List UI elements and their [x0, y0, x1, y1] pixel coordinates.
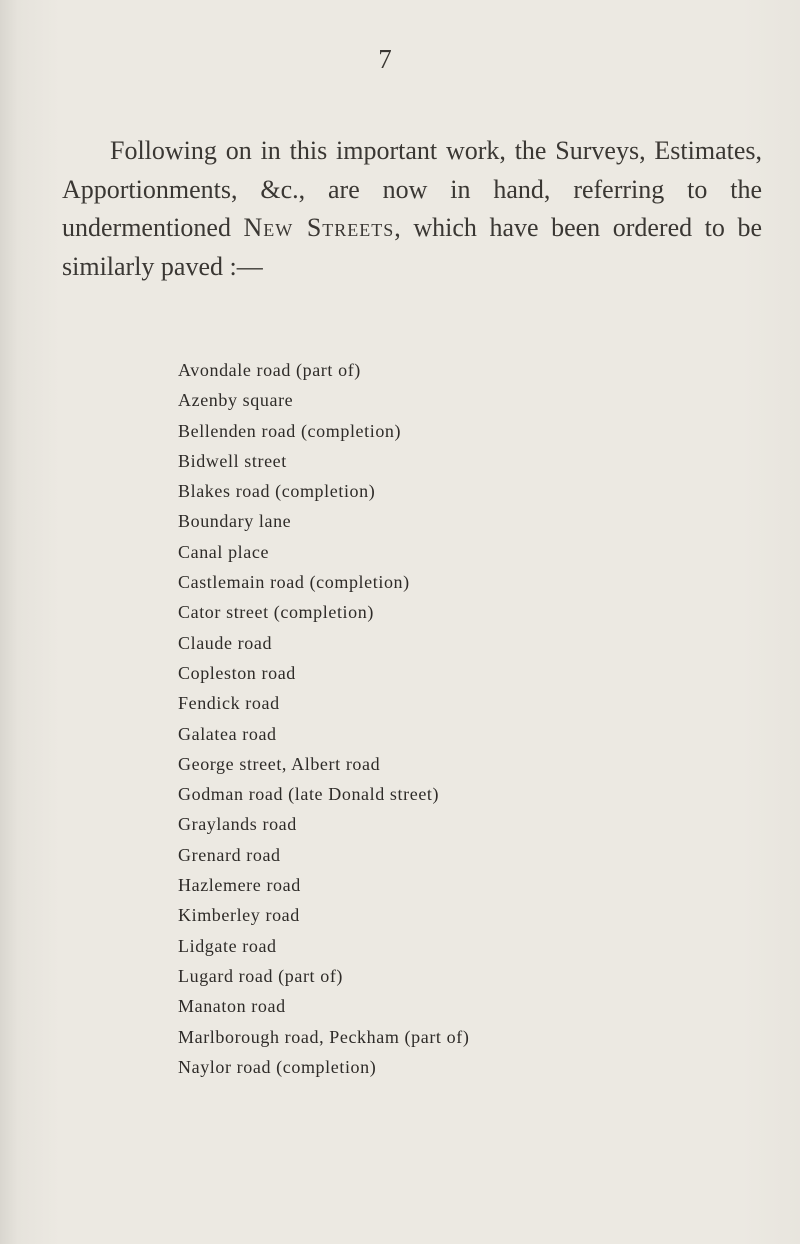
intro-paragraph: [62, 132, 762, 286]
street-item: Kimberley road: [178, 905, 300, 926]
street-item: Fendick road: [178, 693, 280, 714]
street-item: Blakes road (completion): [178, 481, 376, 502]
street-item: Lidgate road: [178, 935, 277, 956]
street-item: Cator street (completion): [178, 602, 374, 623]
street-item: Bidwell street: [178, 450, 287, 471]
intro-text-new-streets: New Streets: [243, 213, 395, 242]
street-item: Galatea road: [178, 723, 277, 744]
intro-text-end: , which have been ordered to be similarly paved :—: [62, 213, 762, 281]
street-list: [178, 355, 469, 1082]
street-item: Graylands road: [178, 814, 297, 835]
street-item: Naylor road (completion): [178, 1056, 377, 1077]
intro-text: [62, 132, 762, 286]
street-item: Grenard road: [178, 844, 281, 865]
intro-text-start: Following on in this important work, the Surveys, Estimates, Apportionments, &c., are now in hand, referring to the undermentioned: [62, 136, 762, 242]
street-item: Avondale road (part of): [178, 360, 361, 380]
street-item: Lugard road (part of): [178, 965, 344, 986]
street-item: Azenby square: [178, 390, 294, 411]
street-item: Copleston road: [178, 662, 296, 683]
street-item: Godman road (late Donald street): [178, 784, 440, 805]
street-item: Marlborough road, Peckham (part of): [178, 1026, 470, 1047]
page-number: 7: [378, 44, 392, 74]
street-item: George street, Albert road: [178, 753, 381, 774]
street-item: Canal place: [178, 541, 270, 562]
street-item: Bellenden road (completion): [178, 420, 402, 441]
street-item: Boundary lane: [178, 511, 292, 532]
street-item: Manaton road: [178, 996, 286, 1017]
street-item: Castlemain road (completion): [178, 572, 410, 593]
street-item: Claude road: [178, 632, 273, 653]
street-item: Hazlemere road: [178, 875, 301, 896]
